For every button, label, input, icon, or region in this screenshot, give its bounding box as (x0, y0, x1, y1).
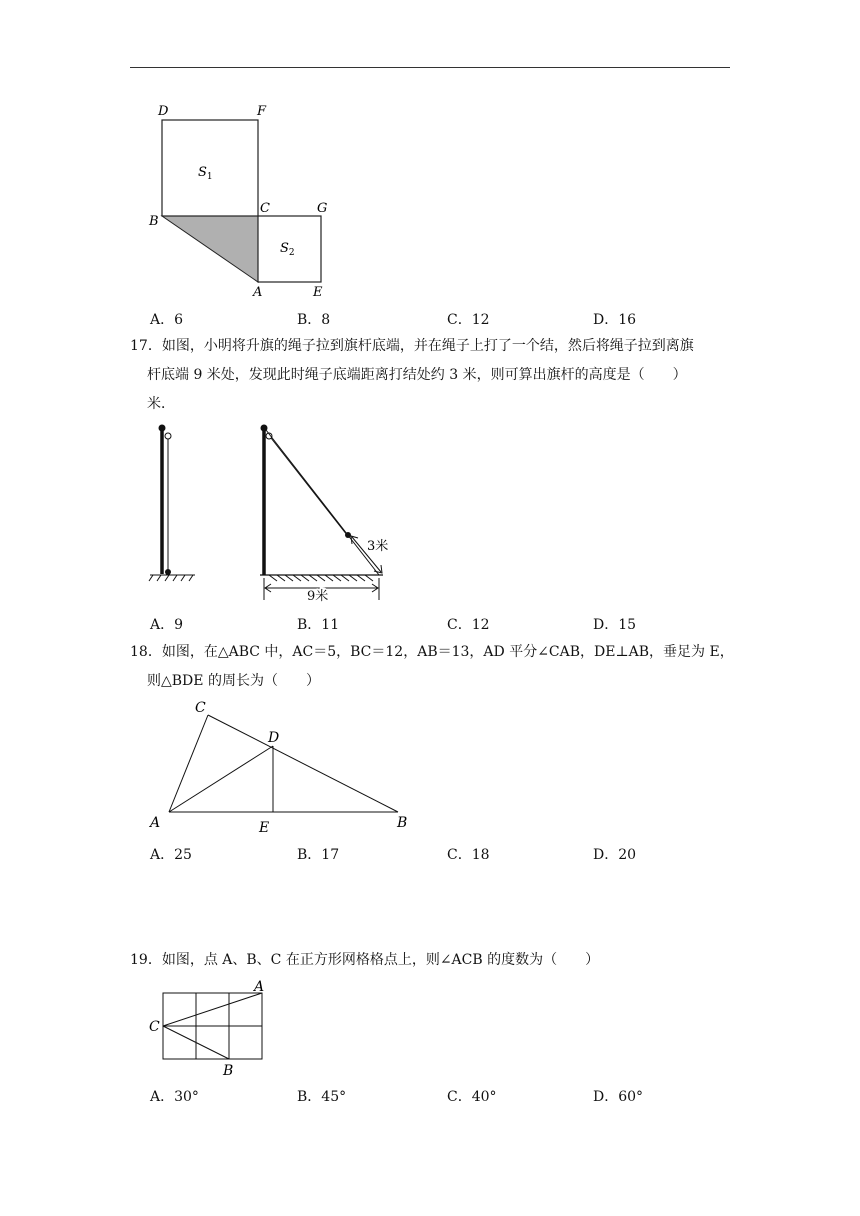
label-B: B (149, 214, 159, 229)
label-E: E (259, 820, 270, 836)
q18-option-c[interactable]: C．18 (447, 847, 490, 863)
label-C: C (195, 700, 206, 716)
label-D: D (158, 104, 169, 119)
q17-text (130, 332, 694, 419)
q17-line-3: 米． (147, 396, 175, 412)
q17-figure (145, 420, 405, 605)
q16-option-a[interactable]: A．6 (150, 312, 184, 328)
label-F: F (257, 104, 267, 119)
label-G: G (317, 201, 328, 216)
q19-option-c[interactable]: C．40° (447, 1089, 497, 1105)
q17-option-c[interactable]: C．12 (447, 617, 490, 633)
label-D: D (268, 730, 280, 746)
q17-line-2: 杆底端 9 米处，发现此时绳子底端距离打结处约 3 米，则可算出旗杆的高度是（ ） (147, 367, 687, 383)
q18-option-a[interactable]: A．25 (150, 847, 192, 863)
label-A: A (253, 285, 263, 300)
q18-option-b[interactable]: B．17 (297, 847, 340, 863)
q16-option-d[interactable]: D．16 (593, 312, 637, 328)
header-rule (130, 67, 730, 68)
label-S2: $S_2$ (280, 241, 295, 258)
q19-line-1: 19．如图，点 A、B、C 在正方形网格格点上，则∠ACB 的度数为（ ） (130, 952, 600, 968)
label-9m: 9米 (307, 589, 329, 604)
q19-option-d[interactable]: D．60° (593, 1089, 644, 1105)
q18-figure (140, 695, 430, 840)
q17-option-b[interactable]: B．11 (297, 617, 340, 633)
q17-line-1: 17．如图，小明将升旗的绳子拉到旗杆底端，并在绳子上打了一个结，然后将绳子拉到离旗 (130, 338, 694, 354)
label-C: C (260, 201, 270, 216)
q17-option-d[interactable]: D．15 (593, 617, 637, 633)
q19-figure (140, 975, 280, 1080)
q19-text (130, 946, 599, 975)
label-3m: 3米 (367, 539, 389, 554)
q19-option-a[interactable]: A．30° (150, 1089, 199, 1105)
q18-line-1: 18．如图，在△ABC 中，AC＝5，BC＝12，AB＝13，AD 平分∠CAB，DE⊥AB，垂足为 E， (130, 644, 734, 660)
pole-top-knob (159, 425, 166, 432)
shaded-triangle (162, 216, 258, 282)
q18-text (130, 638, 734, 696)
rope-knot (345, 532, 351, 538)
q16-option-b[interactable]: B．8 (297, 312, 331, 328)
q19-option-b[interactable]: B．45° (297, 1089, 347, 1105)
q18-option-d[interactable]: D．20 (593, 847, 637, 863)
q16-figure (140, 98, 340, 303)
q16-option-c[interactable]: C．12 (447, 312, 490, 328)
label-A: A (150, 815, 161, 831)
label-C: C (149, 1019, 160, 1035)
label-B: B (397, 815, 408, 831)
label-S1: $S_1$ (198, 165, 213, 182)
q18-line-2: 则△BDE 的周长为（ ） (147, 673, 320, 689)
q17-option-a[interactable]: A．9 (150, 617, 184, 633)
square-s1 (162, 120, 258, 216)
label-B: B (223, 1063, 234, 1079)
label-E: E (313, 285, 323, 300)
label-A: A (254, 979, 265, 995)
